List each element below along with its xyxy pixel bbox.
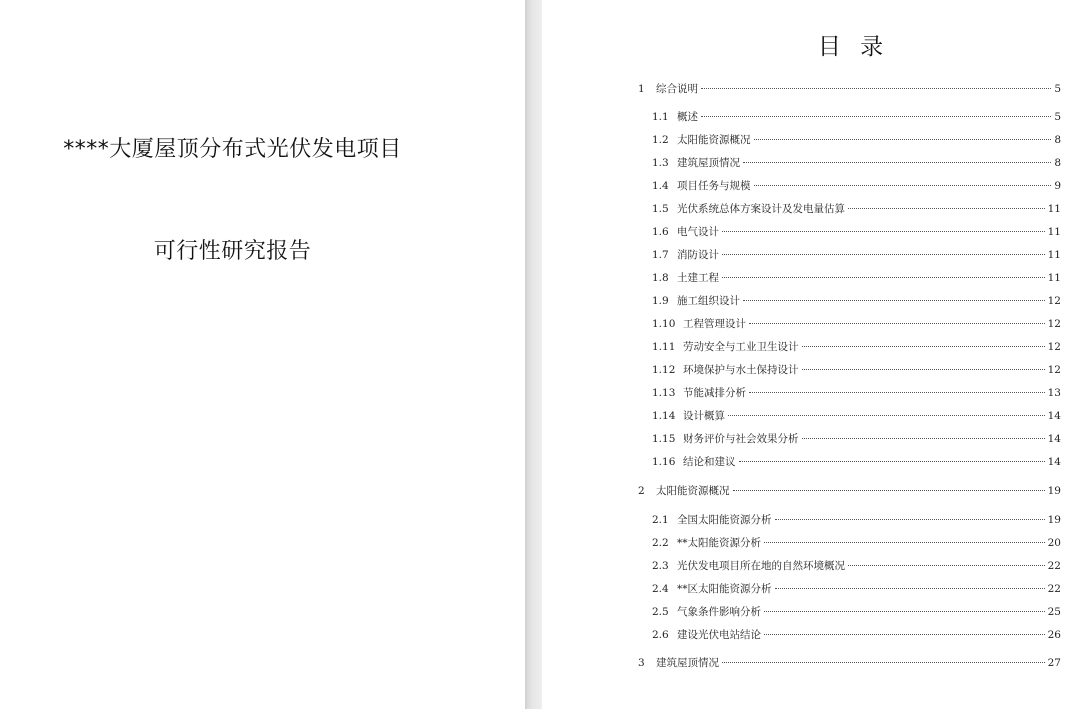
toc-entry-page: 9 (1054, 180, 1061, 192)
toc-entry-number: 1.5 (652, 203, 669, 215)
toc-entry[interactable] (542, 604, 1061, 622)
toc-entry-number: 2.6 (652, 629, 669, 641)
toc-entry-page: 11 (1047, 226, 1061, 238)
toc-dot-leader (749, 323, 1045, 324)
cover-title-line1: ****大厦屋顶分布式光伏发电项目 (63, 137, 402, 162)
toc-entry[interactable] (542, 581, 1061, 599)
toc-entry[interactable] (542, 454, 1061, 472)
toc-entry-page: 12 (1047, 341, 1061, 353)
toc-entry-title: 设计概算 (683, 410, 725, 422)
toc-entry-page: 8 (1054, 157, 1061, 169)
toc-entry-page: 26 (1047, 629, 1061, 641)
toc-dot-leader (743, 300, 1045, 301)
toc-dot-leader (722, 277, 1045, 278)
toc-dot-leader (848, 208, 1045, 209)
toc-dot-leader (802, 438, 1045, 439)
toc-dot-leader (722, 231, 1045, 232)
toc-entry-number: 2.2 (652, 537, 669, 549)
toc-entry-title: 土建工程 (677, 272, 719, 284)
toc-entry-title: 结论和建议 (683, 456, 736, 468)
toc-dot-leader (722, 254, 1045, 255)
toc-entry-title: 环境保护与水土保持设计 (683, 364, 799, 376)
toc-dot-leader (754, 139, 1052, 140)
toc-entry-title: 消防设计 (677, 249, 719, 261)
toc-entry-number: 1.13 (652, 387, 676, 399)
toc-entry-title: 财务评价与社会效果分析 (683, 433, 799, 445)
toc-entry-title: 建筑屋顶情况 (656, 657, 719, 669)
toc-entry-page: 20 (1047, 537, 1061, 549)
toc-entry[interactable] (542, 109, 1061, 127)
toc-dot-leader (739, 461, 1045, 462)
toc-entry-page: 12 (1047, 364, 1061, 376)
toc-entry-title: 节能减排分析 (683, 387, 746, 399)
toc-dot-leader (802, 346, 1045, 347)
toc-entry[interactable] (542, 655, 1061, 673)
cover-page (0, 0, 525, 709)
toc-entry-title: 项目任务与规模 (677, 180, 751, 192)
toc-dot-leader (701, 88, 1051, 89)
toc-entry-number: 3 (638, 657, 645, 669)
toc-dot-leader (764, 634, 1045, 635)
toc-entry[interactable] (542, 483, 1061, 501)
toc-dot-leader (802, 369, 1045, 370)
toc-entry-page: 14 (1047, 410, 1061, 422)
toc-dot-leader (848, 565, 1045, 566)
toc-entry[interactable] (542, 627, 1061, 645)
toc-dot-leader (764, 542, 1045, 543)
toc-entry-title: 建设光伏电站结论 (677, 629, 761, 641)
toc-entry[interactable] (542, 408, 1061, 426)
toc-entry[interactable] (542, 293, 1061, 311)
toc-entry-page: 11 (1047, 272, 1061, 284)
toc-entry-title: 太阳能资源概况 (656, 485, 730, 497)
toc-entry-number: 1.11 (652, 341, 676, 353)
toc-entry-number: 2.3 (652, 560, 669, 572)
toc-entry[interactable] (542, 385, 1061, 403)
toc-entry-page: 13 (1047, 387, 1061, 399)
toc-entry-number: 1.3 (652, 157, 669, 169)
toc-dot-leader (722, 662, 1045, 663)
toc-entry-page: 25 (1047, 606, 1061, 618)
toc-entry-title: 全国太阳能资源分析 (677, 514, 772, 526)
toc-entry[interactable] (542, 270, 1061, 288)
toc-entry-page: 11 (1047, 249, 1061, 261)
toc-entry-title: 气象条件影响分析 (677, 606, 761, 618)
toc-entry-number: 1.6 (652, 226, 669, 238)
toc-entry[interactable] (542, 558, 1061, 576)
page-gutter (525, 0, 542, 709)
toc-entry-number: 2.5 (652, 606, 669, 618)
toc-entry-page: 22 (1047, 560, 1061, 572)
toc-dot-leader (743, 162, 1051, 163)
toc-list (542, 0, 1092, 709)
toc-page (542, 0, 1092, 709)
toc-entry-number: 2 (638, 485, 645, 497)
toc-entry[interactable] (542, 362, 1061, 380)
toc-dot-leader (701, 116, 1051, 117)
toc-entry-title: 施工组织设计 (677, 295, 740, 307)
toc-entry-number: 1 (638, 83, 645, 95)
toc-entry[interactable] (542, 535, 1061, 553)
toc-entry-title: 电气设计 (677, 226, 719, 238)
toc-entry-title: 光伏系统总体方案设计及发电量估算 (677, 203, 845, 215)
toc-entry-title: **区太阳能资源分析 (677, 583, 772, 595)
toc-entry-page: 14 (1047, 433, 1061, 445)
toc-entry-title: 概述 (677, 111, 698, 123)
toc-entry-page: 19 (1047, 514, 1061, 526)
toc-entry-number: 1.12 (652, 364, 676, 376)
toc-entry-number: 2.4 (652, 583, 669, 595)
toc-entry[interactable] (542, 155, 1061, 173)
toc-entry[interactable] (542, 224, 1061, 242)
toc-dot-leader (749, 392, 1045, 393)
toc-dot-leader (733, 490, 1045, 491)
toc-entry-title: 太阳能资源概况 (677, 134, 751, 146)
toc-entry-number: 1.16 (652, 456, 676, 468)
toc-entry-title: 建筑屋顶情况 (677, 157, 740, 169)
toc-entry-number: 1.1 (652, 111, 669, 123)
toc-entry-number: 1.10 (652, 318, 676, 330)
toc-dot-leader (754, 185, 1052, 186)
toc-dot-leader (775, 588, 1045, 589)
toc-entry-title: **太阳能资源分析 (677, 537, 761, 549)
toc-entry[interactable] (542, 316, 1061, 334)
toc-entry-number: 1.15 (652, 433, 676, 445)
toc-entry-title: 劳动安全与工业卫生设计 (683, 341, 799, 353)
toc-entry-title: 综合说明 (656, 83, 698, 95)
toc-entry-number: 1.8 (652, 272, 669, 284)
toc-entry-page: 14 (1047, 456, 1061, 468)
toc-entry-page: 11 (1047, 203, 1061, 215)
toc-dot-leader (728, 415, 1045, 416)
toc-entry[interactable] (542, 201, 1061, 219)
toc-entry-number: 1.4 (652, 180, 669, 192)
toc-entry-page: 27 (1047, 657, 1061, 669)
toc-entry-number: 2.1 (652, 514, 669, 526)
toc-entry-number: 1.14 (652, 410, 676, 422)
toc-entry-title: 光伏发电项目所在地的自然环境概况 (677, 560, 845, 572)
toc-entry-page: 5 (1054, 111, 1061, 123)
toc-entry-number: 1.9 (652, 295, 669, 307)
toc-entry[interactable] (542, 178, 1061, 196)
toc-entry[interactable] (542, 132, 1061, 150)
toc-entry[interactable] (542, 431, 1061, 449)
toc-entry-page: 22 (1047, 583, 1061, 595)
toc-entry[interactable] (542, 512, 1061, 530)
toc-entry[interactable] (542, 339, 1061, 357)
cover-title-line2: 可行性研究报告 (153, 239, 312, 264)
toc-entry[interactable] (542, 247, 1061, 265)
toc-dot-leader (764, 611, 1045, 612)
toc-dot-leader (775, 519, 1045, 520)
toc-entry[interactable] (542, 81, 1061, 99)
toc-heading: 目 录 (817, 34, 890, 60)
toc-entry-number: 1.7 (652, 249, 669, 261)
toc-entry-number: 1.2 (652, 134, 669, 146)
toc-entry-page: 19 (1047, 485, 1061, 497)
toc-entry-page: 5 (1054, 83, 1061, 95)
toc-entry-page: 8 (1054, 134, 1061, 146)
toc-entry-title: 工程管理设计 (683, 318, 746, 330)
toc-entry-page: 12 (1047, 318, 1061, 330)
toc-entry-page: 12 (1047, 295, 1061, 307)
